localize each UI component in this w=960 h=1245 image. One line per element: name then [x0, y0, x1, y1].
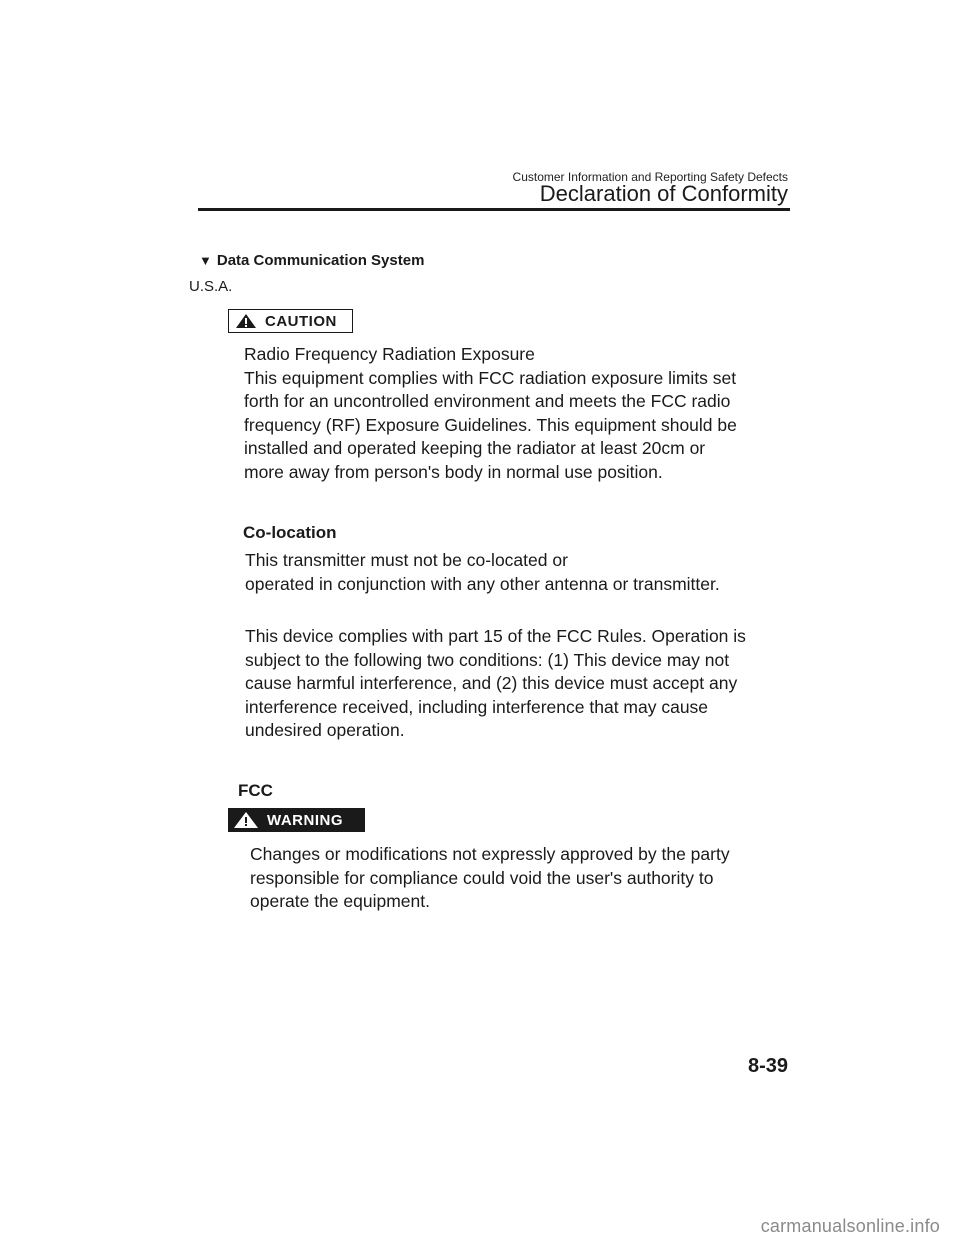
caution-line: This equipment complies with FCC radiation exposure limits set: [244, 367, 737, 388]
caution-line: more away from person's body in normal use position.: [244, 461, 663, 482]
section-heading: [199, 252, 424, 269]
triangle-down-icon: ▼: [199, 253, 212, 268]
warning-label: WARNING: [267, 811, 343, 829]
colocation-heading: Co-location: [243, 523, 337, 542]
part15-line: subject to the following two conditions: (1) This device may not: [245, 649, 730, 670]
warning-triangle-icon: [235, 313, 257, 329]
watermark: carmanualsonline.info: [760, 1216, 940, 1236]
colocation-line: This transmitter must not be co-located or: [245, 550, 568, 570]
colocation-text: [245, 549, 765, 596]
caution-badge: [228, 309, 353, 333]
warning-line: Changes or modifications not expressly approved by the party: [250, 844, 730, 864]
caution-label: CAUTION: [265, 312, 337, 330]
caution-text: [244, 343, 764, 484]
page-title: Declaration of Conformity: [539, 181, 788, 206]
section-heading-text: Data Communication System: [216, 252, 425, 269]
region-label: U.S.A.: [189, 278, 233, 295]
warning-line: operate the equipment.: [250, 891, 430, 911]
header-divider: [198, 208, 790, 211]
chapter-title: Customer Information and Reporting Safety Defects: [512, 170, 788, 184]
part15-line: interference received, including interference that may cause: [245, 696, 709, 717]
warning-text: [250, 843, 760, 914]
caution-line: installed and operated keeping the radiator at least 20cm or: [244, 438, 706, 458]
part15-text: [245, 625, 765, 743]
caution-line: forth for an uncontrolled environment and meets the FCC radio: [244, 391, 731, 411]
caution-line: Radio Frequency Radiation Exposure: [244, 344, 535, 364]
caution-line: frequency (RF) Exposure Guidelines. This equipment should be: [244, 414, 737, 435]
fcc-heading: FCC: [238, 781, 273, 800]
colocation-line: operated in conjunction with any other antenna or transmitter.: [245, 573, 720, 594]
part15-line: cause harmful interference, and (2) this device must accept any: [245, 673, 738, 693]
part15-line: undesired operation.: [245, 720, 405, 740]
warning-triangle-icon: [233, 811, 259, 829]
warning-line: responsible for compliance could void the user's authority to: [250, 867, 714, 888]
warning-badge: [228, 808, 365, 832]
page-number: 8-39: [747, 1055, 788, 1077]
part15-line: This device complies with part 15 of the FCC Rules. Operation is: [245, 626, 746, 646]
